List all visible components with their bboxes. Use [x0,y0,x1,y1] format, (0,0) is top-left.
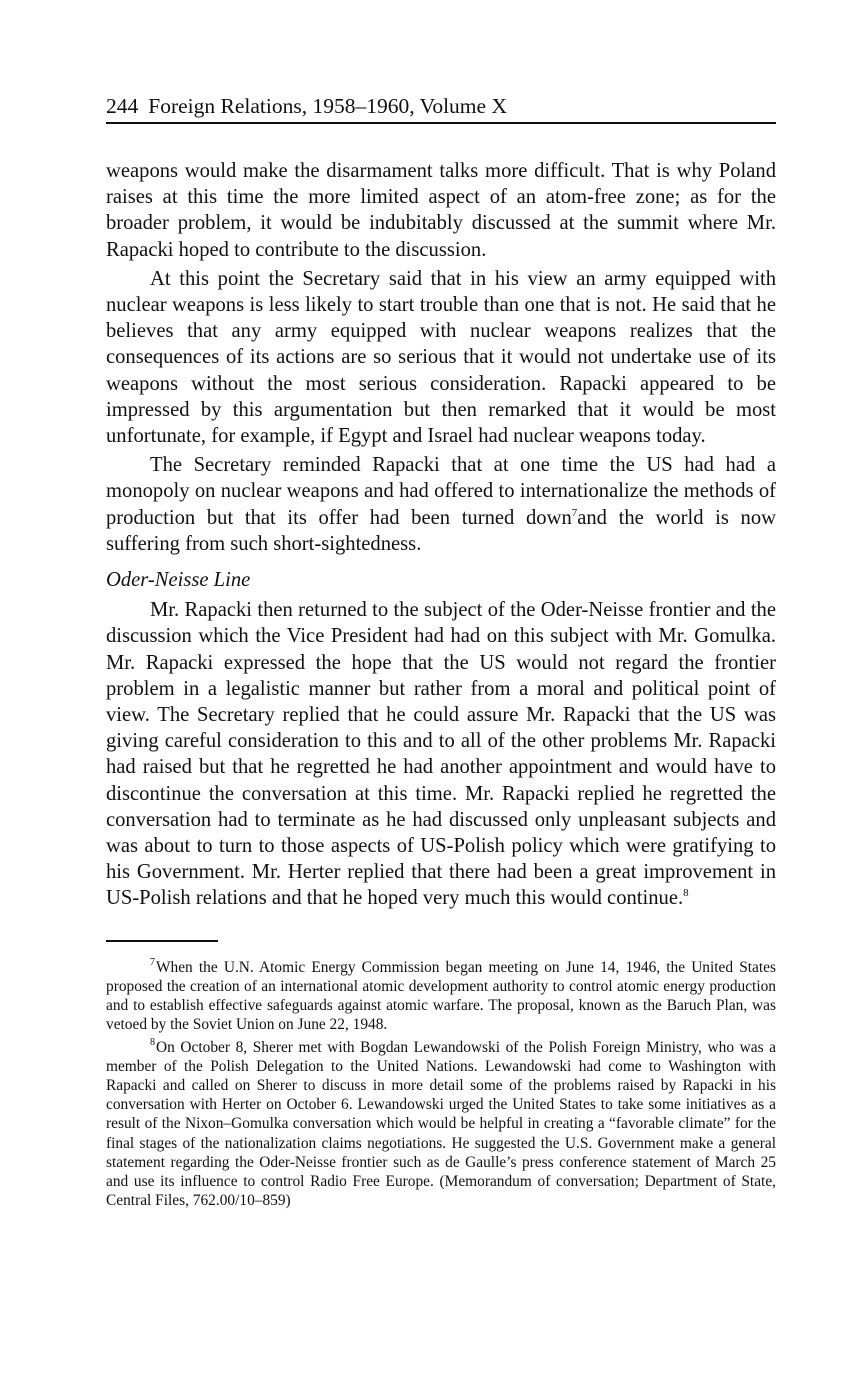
footnotes [106,958,776,1211]
paragraph-3-text-b: and the world is now suffering from such short-sightedness. [106,506,777,555]
document-page [106,92,776,1213]
footnote-7 [106,958,776,1035]
paragraph-1: weapons would make the disarmament talks more difficult. That is why Poland raises at this time the more limited aspect of an atom-free zone; as for the broader problem, it would be indubitably discussed at the summit where Mr. Rapacki hoped to contribute to the discussion. [106,160,776,261]
footnote-ref-7[interactable]: 7 [571,506,578,519]
paragraph-3-text-a: The Secretary reminded Rapacki that at one time the US had had a monopoly on nuclear weapons and had offered to internationalize the methods of production but that its offer had been turned down [106,454,776,529]
paragraph-4-text: Mr. Rapacki then returned to the subject of the Oder-Neisse frontier and the discussion which the Vice President had had on this subject with Mr. Gomulka. Mr. Rapacki expressed the hope that the US would not regard the frontier problem in a legalistic manner but rather from a moral and political point of view. The Secretary replied that he could assure Mr. Rapacki that the US was giving careful consideration to this and to all of the other problems Mr. Rapacki had raised but that he regretted he had another appointment and would have to discontinue the conversation at this time. Mr. Rapacki replied he regretted the conversation had to terminate as he had discussed only unpleasant subjects and was about to turn to those aspects of US-Polish policy which were gratifying to his Government. Mr. Herter replied that there had been a great improvement in US-Polish relations and that he hoped very much this would continue. [106,599,776,910]
volume-title: Foreign Relations, 1958–1960, Volume X [148,94,507,118]
section-heading: Oder-Neisse Line [106,569,251,592]
main-text [106,158,776,912]
page-number: 244 [106,94,139,118]
running-head [106,92,776,124]
footnote-7-text: When the U.N. Atomic Energy Commission began meeting on June 14, 1946, the United States proposed the creation of an international atomic development authority to control atomic energy production and to establish effective safeguards against atomic warfare. The proposal, known as the Baruch Plan, was vetoed by the Soviet Union on June 22, 1948. [106,958,776,1034]
footnote-8-text: On October 8, Sherer met with Bogdan Lewandowski of the Polish Foreign Ministry, who was a member of the Polish Delegation to the United Nations. Lewandowski had come to Washington with Rapacki and called on Sherer to discuss in more detail some of the problems raised by Rapacki in his conversation with Herter on October 6. Lewandowski urged the United States to take some initiatives as a result of the Nixon–Gomulka conversation which would be helpful in creating a “favorable climate” for the final stages of the nationalization claims negotiations. He suggested the U.S. Government make a general statement regarding the Oder-Neisse frontier such as de Gaulle’s press conference statement of March 25 and use its influence to control Radio Free Europe. (Memorandum of conversation; Department of State, Central Files, 762.00/10–859) [106,1038,776,1210]
paragraph-2: At this point the Secretary said that in his view an army equipped with nuclear weapons is less likely to start trouble than one that is not. He said that he believes that any army equipped with nuclear weapons realizes that the consequences of its actions are so serious that it would not undertake use of its weapons without the most serious consideration. Rapacki appeared to be impressed by this argumentation but then remarked that it would be most unfortunate, for example, if Egypt and Israel had nuclear weapons today. [106,267,776,448]
paragraph-4 [106,597,776,911]
footnote-8 [106,1038,776,1211]
footnote-ref-8[interactable]: 8 [683,887,689,900]
footnote-marker-7: 7 [150,956,155,968]
footnote-marker-8: 8 [150,1036,155,1048]
paragraph-3 [106,452,776,557]
footnote-divider [106,940,218,942]
